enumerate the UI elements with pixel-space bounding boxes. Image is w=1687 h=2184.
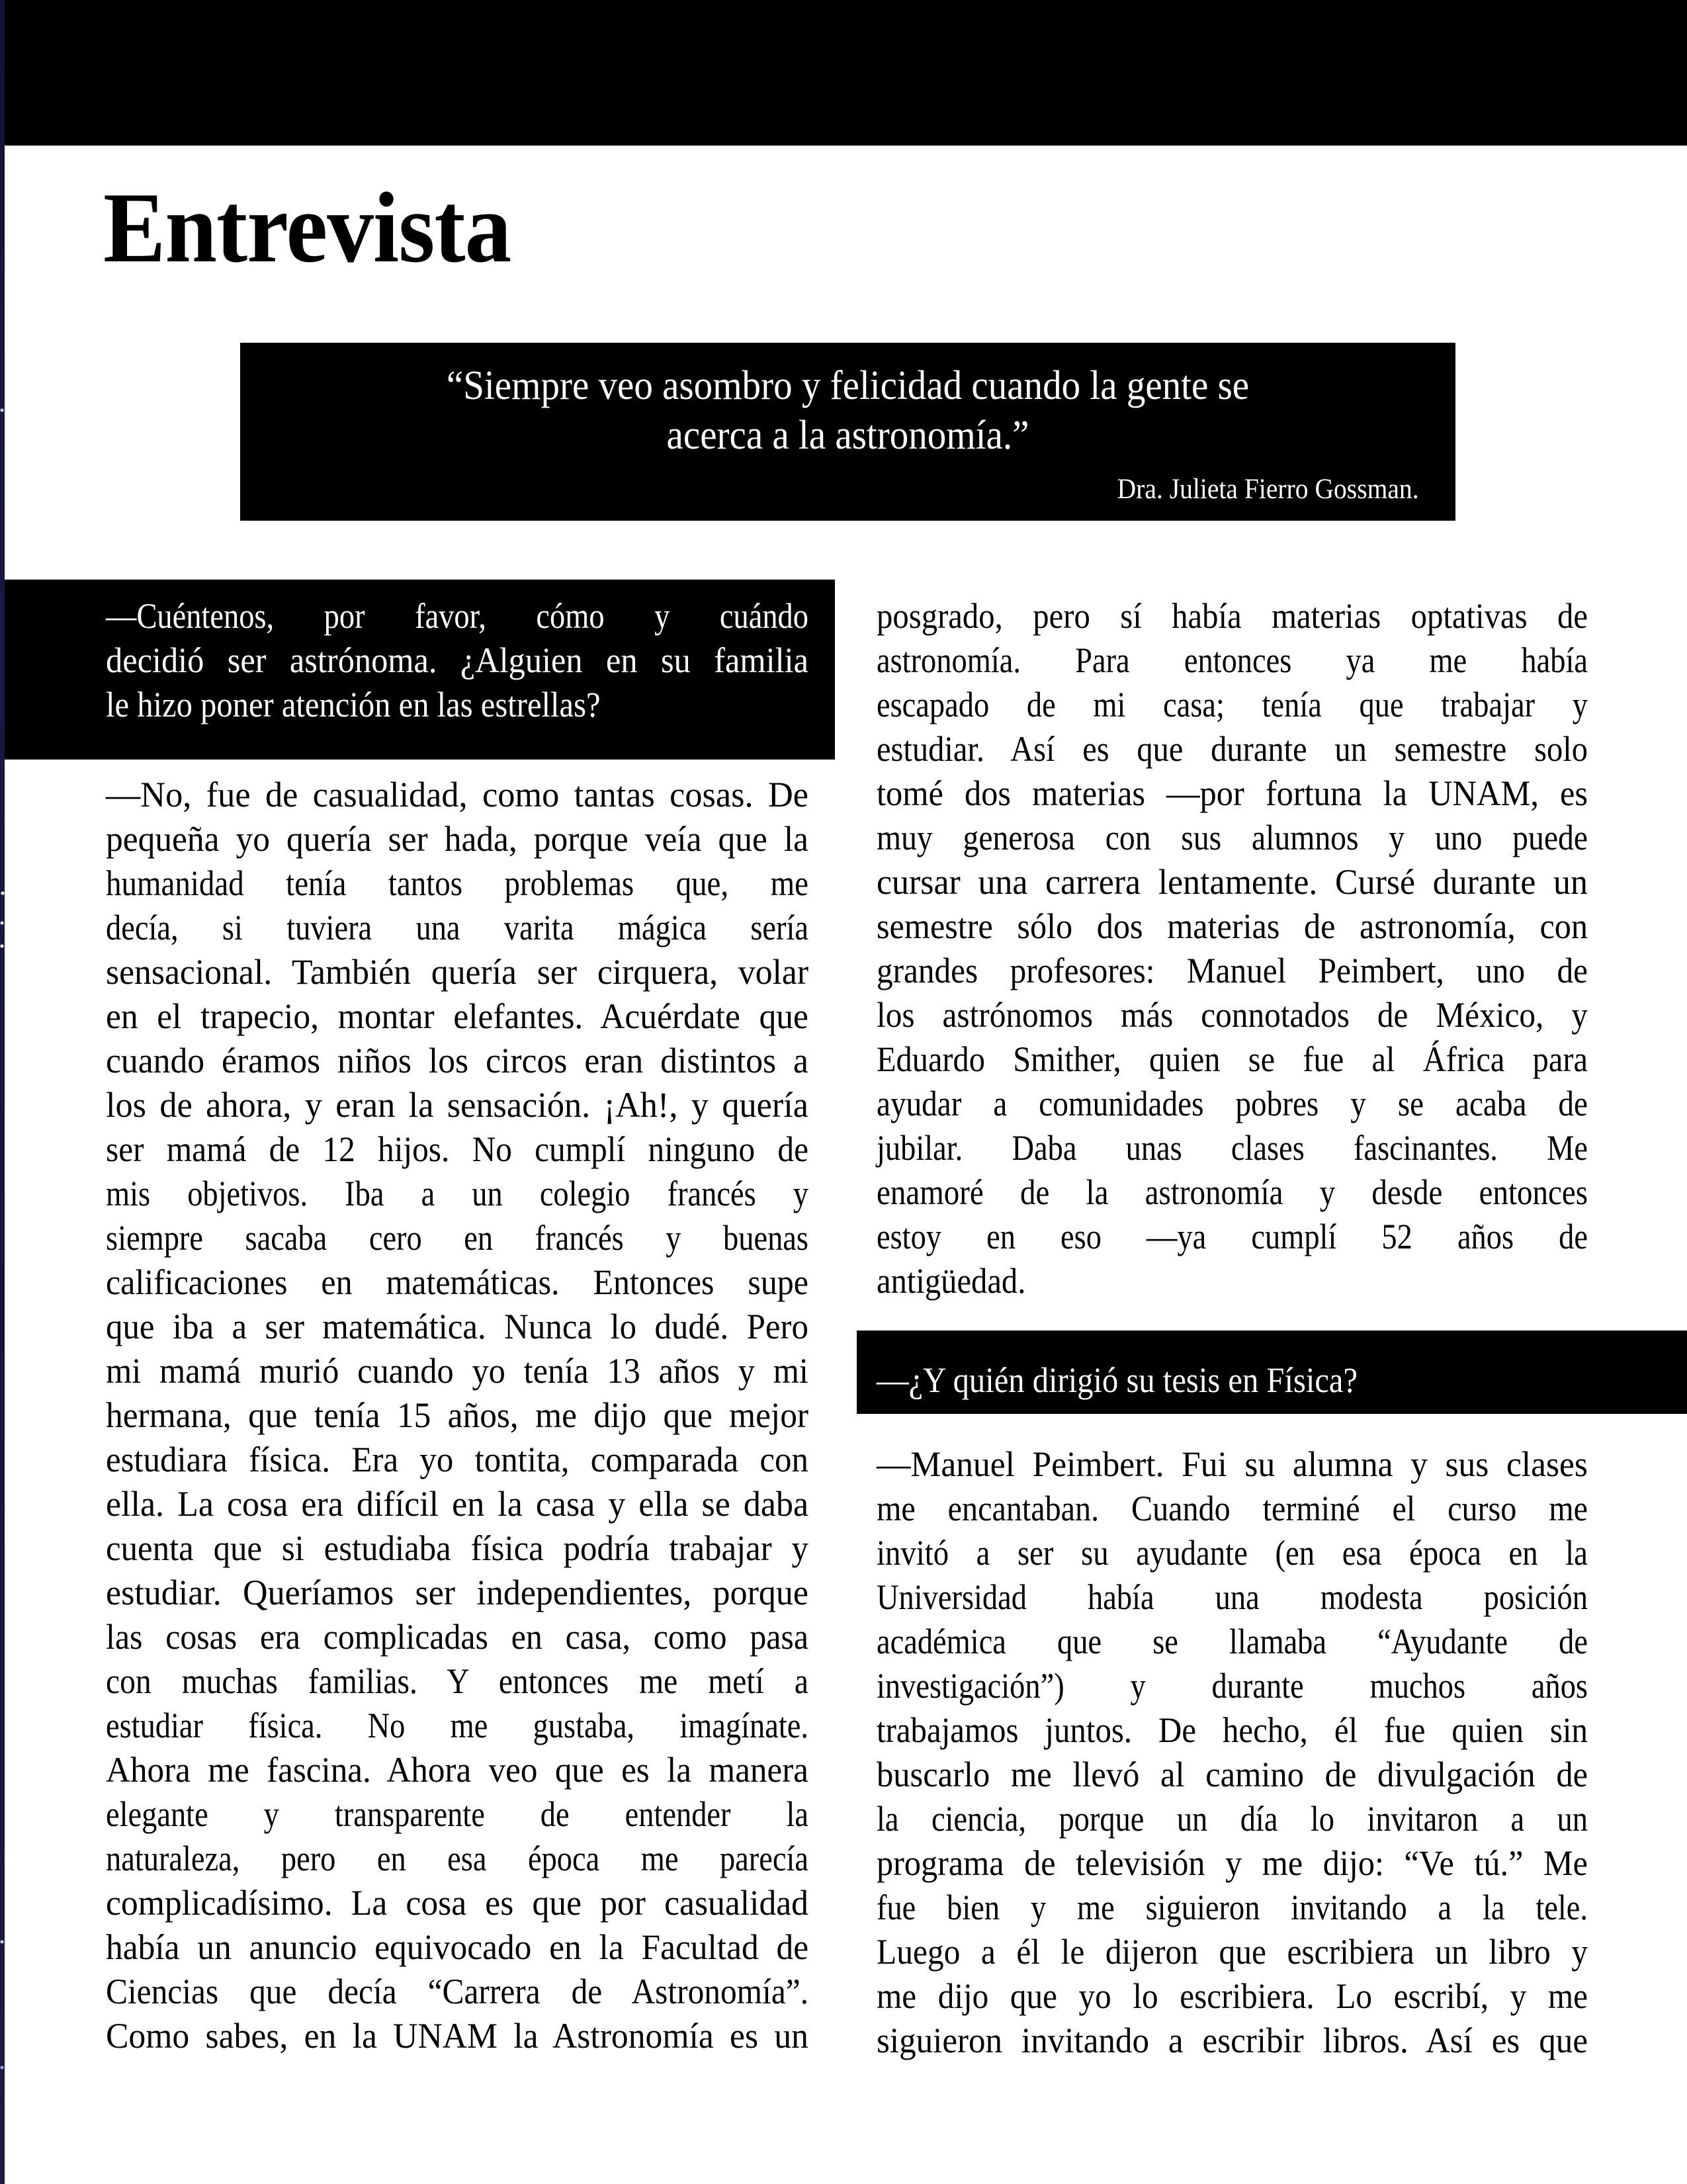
text-line: grandes profesores: Manuel Peimbert, uno de — [877, 951, 1588, 990]
text-line: buscarlo me llevó al camino de divulgación de — [877, 1755, 1588, 1794]
text-line: Ahora me fascina. Ahora veo que es la manera — [106, 1750, 808, 1790]
text-line: programa de televisión y me dijo: “Ve tú.” Me — [877, 1843, 1588, 1883]
text-line: había un anuncio equivocado en la Facultad de — [106, 1927, 809, 1967]
text-line: decidió ser astrónoma. ¿Alguien en su familia — [106, 640, 808, 680]
text-line: —No, fue de casualidad, como tantas cosas. De — [106, 775, 808, 814]
pull-quote-box — [240, 343, 1455, 521]
question-1-text — [106, 594, 808, 727]
text-line: elegante y transparente de entender la — [106, 1794, 808, 1834]
text-line: tomé dos materias —por fortuna la UNAM, es — [877, 773, 1588, 813]
text-line: ella. La cosa era difícil en la casa y ella se daba — [106, 1484, 809, 1524]
text-line: académica que se llamaba “Ayudante de — [877, 1622, 1588, 1661]
text-line: enamoré de la astronomía y desde entonces — [877, 1172, 1588, 1212]
text-line: invitó a ser su ayudante (en esa época en la — [877, 1533, 1588, 1573]
answer-1-left-column — [106, 773, 808, 2058]
text-line: astronomía. Para entonces ya me había — [877, 640, 1588, 680]
pull-quote-text — [288, 361, 1406, 460]
text-line: —Cuéntenos, por favor, cómo y cuándo — [106, 596, 808, 636]
text-line: las cosas era complicadas en casa, como pasa — [106, 1617, 808, 1657]
text-line: Universidad había una modesta posición — [877, 1577, 1588, 1617]
text-line: en el trapecio, montar elefantes. Acuérdate que — [106, 996, 808, 1036]
question-box-2 — [857, 1331, 1687, 1414]
text-line: mis objetivos. Iba a un colegio francés y — [106, 1174, 808, 1213]
text-line: posgrado, pero sí había materias optativas de — [877, 596, 1588, 636]
page-title: Entrevista — [103, 172, 511, 283]
text-line: —Manuel Peimbert. Fui su alumna y sus clases — [877, 1444, 1588, 1484]
text-line: ser mamá de 12 hijos. No cumplí ninguno de — [106, 1129, 809, 1169]
text-line: fue bien y me siguieron invitando a la tele. — [877, 1888, 1588, 1927]
text-line: Eduardo Smither, quien se fue al África para — [877, 1039, 1588, 1079]
text-line: estudiar física. No me gustaba, imagínate. — [106, 1706, 808, 1745]
text-line: cuando éramos niños los circos eran distintos a — [106, 1041, 808, 1080]
text-line: me encantaban. Cuando terminé el curso me — [877, 1489, 1588, 1528]
text-line: Luego a él le dijeron que escribiera un libro y — [877, 1932, 1588, 1972]
pull-quote-line: “Siempre veo asombro y felicidad cuando la gente se — [446, 363, 1250, 408]
text-line: investigación”) y durante muchos años — [877, 1666, 1588, 1706]
text-line: hermana, que tenía 15 años, me dijo que mejor — [106, 1395, 809, 1435]
text-line: cursar una carrera lentamente. Cursé durante un — [877, 862, 1588, 902]
text-line: estudiar. Queríamos ser independientes, porque — [106, 1573, 808, 1612]
text-line: semestre sólo dos materias de astronomía, con — [877, 906, 1588, 946]
text-line: escapado de mi casa; tenía que trabajar y — [877, 685, 1588, 724]
text-line: pequeña yo quería ser hada, porque veía que la — [106, 819, 809, 859]
text-line: estudiar. Así es que durante un semestre solo — [877, 729, 1588, 769]
text-line: Ciencias que decía “Carrera de Astronomía”. — [106, 1972, 809, 2011]
starfield-edge-strip — [0, 0, 5, 2184]
text-line: los astrónomos más connotados de México, y — [877, 995, 1588, 1035]
pull-quote-line: acerca a la astronomía.” — [666, 413, 1029, 458]
header-band — [0, 0, 1687, 146]
text-line: le hizo poner atención en las estrellas? — [106, 685, 601, 724]
text-line: jubilar. Daba unas clases fascinantes. Me — [877, 1128, 1588, 1168]
text-line: Como sabes, en la UNAM la Astronomía es un — [106, 2016, 809, 2056]
text-line: siguieron invitando a escribir libros. Así es que — [877, 2021, 1588, 2060]
text-line: siempre sacaba cero en francés y buenas — [106, 1218, 808, 1258]
text-line: cuenta que si estudiaba física podría trabajar y — [106, 1528, 808, 1568]
text-line: calificaciones en matemáticas. Entonces supe — [106, 1262, 808, 1302]
text-line: con muchas familias. Y entonces me metí a — [106, 1661, 808, 1701]
answer-1-right-column — [877, 594, 1588, 1303]
question-2-text — [877, 1358, 1579, 1403]
text-line: ayudar a comunidades pobres y se acaba de — [877, 1084, 1588, 1123]
answer-2-column — [877, 1442, 1588, 2063]
text-line: que iba a ser matemática. Nunca lo dudé. Pero — [106, 1307, 808, 1346]
text-line: los de ahora, y eran la sensación. ¡Ah!, y quería — [106, 1085, 809, 1125]
question-box-1 — [3, 580, 835, 760]
text-line: estoy en eso —ya cumplí 52 años de — [877, 1217, 1588, 1256]
text-line: humanidad tenía tantos problemas que, me — [106, 863, 808, 903]
text-line: mi mamá murió cuando yo tenía 13 años y mi — [106, 1351, 808, 1391]
text-line: muy generosa con sus alumnos y uno puede — [877, 818, 1588, 857]
text-line: estudiara física. Era yo tontita, comparada con — [106, 1440, 808, 1479]
pull-quote-author: Dra. Julieta Fierro Gossman. — [1117, 474, 1419, 505]
text-line: —¿Y quién dirigió su tesis en Física? — [877, 1360, 1358, 1400]
text-line: la ciencia, porque un día lo invitaron a un — [877, 1799, 1588, 1839]
text-line: decía, si tuviera una varita mágica sería — [106, 908, 808, 947]
text-line: naturaleza, pero en esa época me parecía — [106, 1839, 808, 1878]
text-line: sensacional. También quería ser cirquera, volar — [106, 952, 809, 992]
text-line: me dijo que yo lo escribiera. Lo escribí, y me — [877, 1976, 1588, 2016]
text-line: trabajamos juntos. De hecho, él fue quien sin — [877, 1710, 1588, 1750]
text-line: complicadísimo. La cosa es que por casualidad — [106, 1883, 808, 1923]
text-line: antigüedad. — [877, 1261, 1026, 1301]
